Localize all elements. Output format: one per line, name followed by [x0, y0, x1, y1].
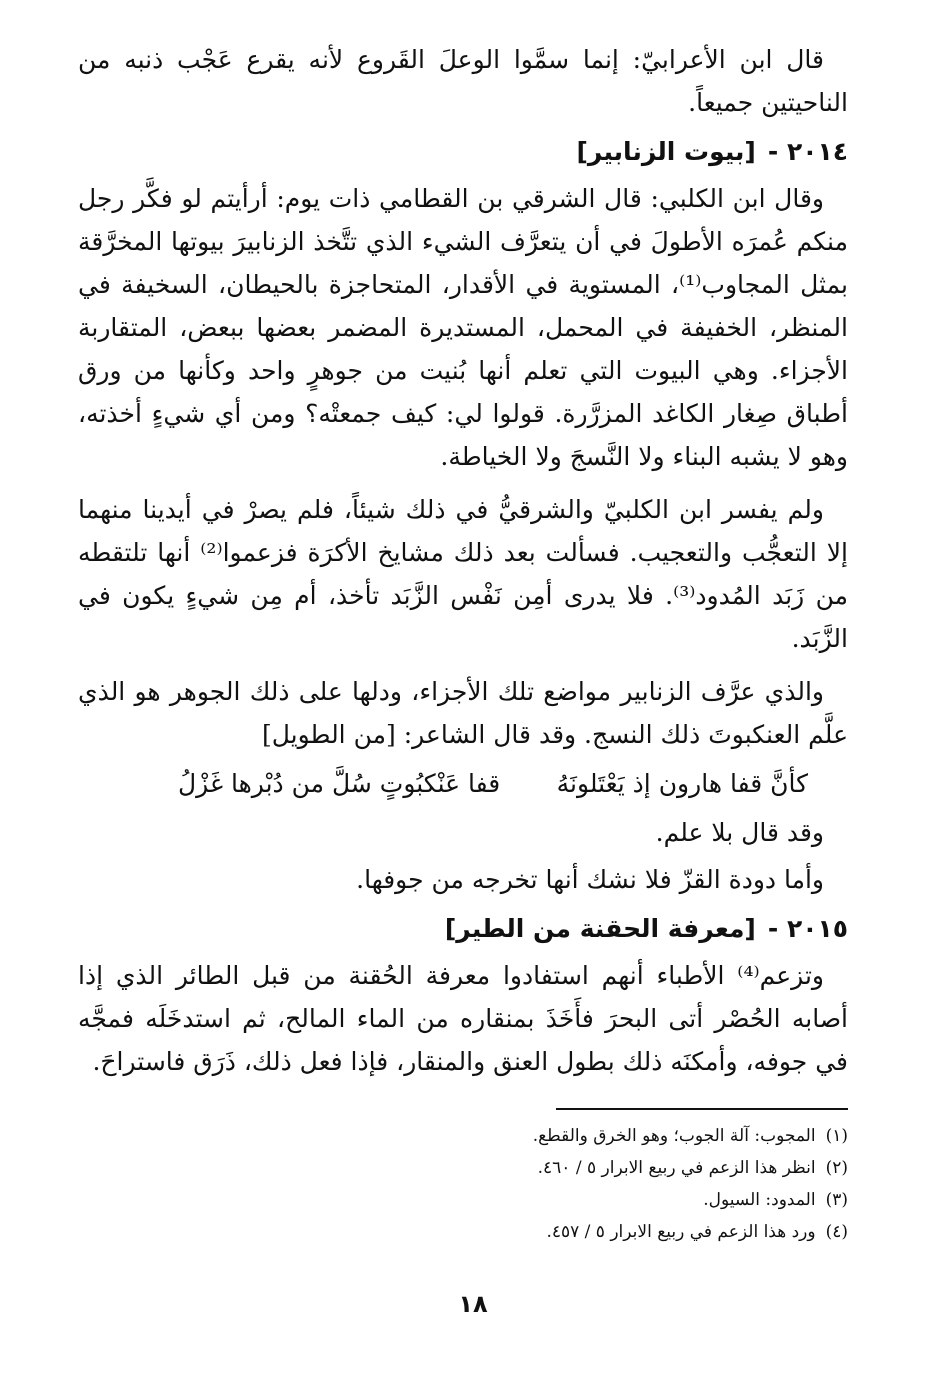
main-text	[78, 38, 848, 1083]
footnote-divider	[556, 1108, 848, 1110]
page-number: ١٨	[458, 1290, 488, 1318]
paragraph-1: قال ابن الأعرابيّ: إنما سمَّوا الوعلَ القَروع لأنه يقرع عَجْب ذنبه من الناحيتين جميعاً.	[78, 45, 848, 117]
footnote-3: (٣)المدود: السيول.	[703, 1190, 848, 1210]
section-number: ٢٠١٤ -	[767, 137, 848, 166]
section-heading-2014	[78, 130, 848, 173]
verse-first-hemistich: كأنَّ قفا هارون إذ يَعْتَلونَهُ	[556, 769, 808, 798]
paragraph-5: وقد قال بلا علم.	[655, 818, 824, 847]
section-title: [بيوت الزنابير]	[576, 137, 756, 166]
footnote-1: (١)المجوب: آلة الجوب؛ وهو الخرق والقطع.	[532, 1126, 848, 1146]
section-number: ٢٠١٥ -	[767, 914, 848, 943]
footnote-2: (٢)انظر هذا الزعم في ربيع الابرار ٥ / ٤٦٠.	[537, 1158, 848, 1178]
paragraph-4: والذي عرَّف الزنابير مواضع تلك الأجزاء، ودلها على ذلك الجوهر هو الذي علَّم العنكبوتَ ذلك النسج. وقد قال الشاعر: [من الطويل]	[78, 677, 848, 749]
section-title: [معرفة الحقنة من الطير]	[444, 914, 756, 943]
poem-verse	[78, 762, 848, 805]
paragraph-2: وقال ابن الكلبي: قال الشرقي بن القطامي ذات يوم: أرأيتم لو فكَّر رجل منكم عُمرَه الأطولَ في أن يتعرَّف الشيء الذي تتَّخذ الزنابيرَ بيوتها المخرَّقة بمثل المجاوب⁽¹⁾، المستوية في الأقدار، المتحاجزة بالحيطان، السخيفة في المنظر، الخفيفة في المحمل، المستديرة المضمر بعضها ببعض، المتقاربة الأجزاء. وهي البيوت التي تعلم أنها بُنيت من جوهرٍ واحد وكأنها من ورق أطباق صِغار الكاغد المزرَّرة. قولوا لي: كيف جمعتْه؟ ومن أي شيءٍ أخذته، وهو لا يشبه البناء ولا النَّسجَ ولا الخياطة.	[78, 184, 848, 471]
paragraph-3: ولم يفسر ابن الكلبيّ والشرقيُّ في ذلك شيئاً، فلم يصرْ في أيدينا منهما إلا التعجُّب والتعجيب. فسألت بعد ذلك مشايخ الأكرَة فزعموا⁽²⁾ أنها تلتقطه من زَبَد المُدود⁽³⁾. فلا يدرى أمِن نَفْس الزَّبَد تأخذ، أم مِن شيءٍ يكون في الزَّبَد.	[78, 495, 849, 653]
paragraph-6: وأما دودة القزّ فلا نشك أنها تخرجه من جوفها.	[356, 865, 824, 894]
footnote-4: (٤)ورد هذا الزعم في ربيع الابرار ٥ / ٤٥٧.	[546, 1222, 848, 1242]
footnotes	[78, 1108, 848, 1248]
section-heading-2015	[78, 907, 848, 950]
paragraph-7: وتزعم⁽⁴⁾ الأطباء أنهم استفادوا معرفة الحُقنة من قبل الطائر الذي إذا أصابه الحُصْر أتى البحرَ فأَخَذَ بمنقاره من الماء المالح، ثم استدخَلَه فمجَّه في جوفه، وأمكنَه ذلك بطول العنق والمنقار، فإذا فعل ذلك، ذَرَق فاستراحَ.	[78, 961, 848, 1076]
verse-second-hemistich: قفا عَنْكبُوتٍ سُلَّ من دُبْرها غَزْلُ	[178, 769, 501, 798]
